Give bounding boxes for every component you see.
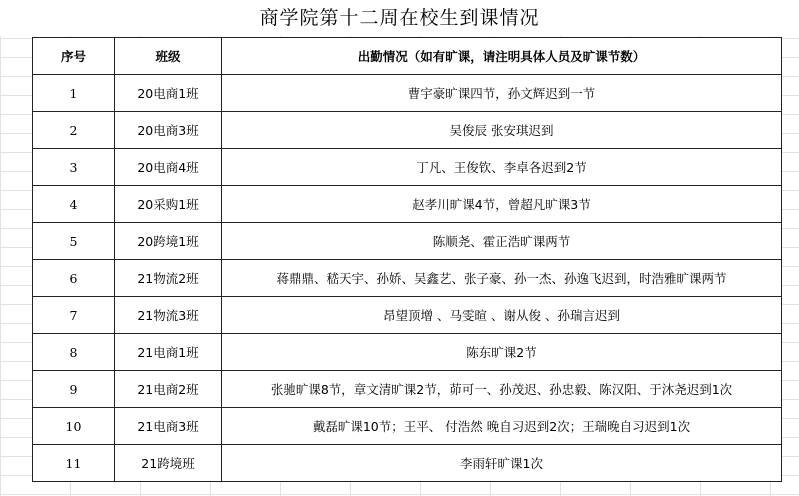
table-row — [33, 371, 782, 408]
attendance-detail-cell[interactable]: 戴磊旷课10节；王平、 付浩然 晚自习迟到2次；王瑞晚自习迟到1次 — [222, 408, 782, 445]
class-name-cell[interactable]: 21电商2班 — [115, 371, 222, 408]
attendance-detail-cell[interactable]: 张驰旷课8节，章文清旷课2节，茆可一、孙茂迟、孙忠毅、陈汉阳、于沐尧迟到1次 — [222, 371, 782, 408]
row-number-cell[interactable]: 2 — [33, 112, 115, 149]
attendance-detail-cell[interactable]: 蒋鼎鼎、嵇天宇、孙娇、吴鑫艺、张子豪、孙一杰、孙逸飞迟到，时浩雅旷课两节 — [222, 260, 782, 297]
row-number-cell[interactable]: 8 — [33, 334, 115, 371]
attendance-detail-cell[interactable]: 陈顺尧、霍正浩旷课两节 — [222, 223, 782, 260]
attendance-detail-cell[interactable]: 昂望顶增 、马雯暄 、谢从俊 、孙瑞言迟到 — [222, 297, 782, 334]
attendance-detail-cell[interactable]: 曹宇豪旷课四节，孙文辉迟到一节 — [222, 75, 782, 112]
row-number-cell[interactable]: 7 — [33, 297, 115, 334]
table-row — [33, 297, 782, 334]
table-row — [33, 75, 782, 112]
class-name-cell[interactable]: 21电商3班 — [115, 408, 222, 445]
table-row — [33, 149, 782, 186]
header-detail[interactable]: 出勤情况（如有旷课，请注明具体人员及旷课节数） — [222, 38, 782, 75]
row-number-cell[interactable]: 4 — [33, 186, 115, 223]
sheet-title: 商学院第十二周在校生到课情况 — [0, 0, 799, 36]
table-row — [33, 112, 782, 149]
row-number-cell[interactable]: 5 — [33, 223, 115, 260]
row-number-cell[interactable]: 6 — [33, 260, 115, 297]
class-name-cell[interactable]: 20电商4班 — [115, 149, 222, 186]
class-name-cell[interactable]: 21物流2班 — [115, 260, 222, 297]
table-row — [33, 334, 782, 371]
attendance-detail-cell[interactable]: 陈东旷课2节 — [222, 334, 782, 371]
class-name-cell[interactable]: 21物流3班 — [115, 297, 222, 334]
attendance-detail-cell[interactable]: 李雨轩旷课1次 — [222, 445, 782, 482]
header-class[interactable]: 班级 — [115, 38, 222, 75]
class-name-cell[interactable]: 21跨境班 — [115, 445, 222, 482]
table-row — [33, 186, 782, 223]
table-row — [33, 223, 782, 260]
header-row — [33, 38, 782, 75]
class-name-cell[interactable]: 20采购1班 — [115, 186, 222, 223]
class-name-cell[interactable]: 21电商1班 — [115, 334, 222, 371]
row-number-cell[interactable]: 9 — [33, 371, 115, 408]
table-row — [33, 445, 782, 482]
attendance-detail-cell[interactable]: 吴俊辰 张安琪迟到 — [222, 112, 782, 149]
table-row — [33, 260, 782, 297]
row-number-cell[interactable]: 11 — [33, 445, 115, 482]
class-name-cell[interactable]: 20电商1班 — [115, 75, 222, 112]
attendance-detail-cell[interactable]: 丁凡、王俊钦、李卓各迟到2节 — [222, 149, 782, 186]
attendance-table — [32, 37, 782, 482]
header-no[interactable]: 序号 — [33, 38, 115, 75]
row-number-cell[interactable]: 10 — [33, 408, 115, 445]
class-name-cell[interactable]: 20电商3班 — [115, 112, 222, 149]
class-name-cell[interactable]: 20跨境1班 — [115, 223, 222, 260]
attendance-detail-cell[interactable]: 赵孝川旷课4节，曾超凡旷课3节 — [222, 186, 782, 223]
row-number-cell[interactable]: 1 — [33, 75, 115, 112]
table-row — [33, 408, 782, 445]
row-number-cell[interactable]: 3 — [33, 149, 115, 186]
